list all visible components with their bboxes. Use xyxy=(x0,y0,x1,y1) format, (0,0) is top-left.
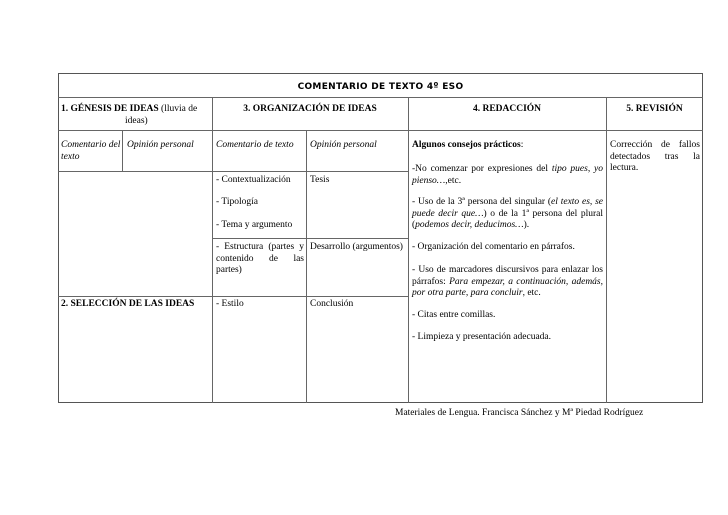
col-rule-5 xyxy=(606,97,607,403)
item-estructura: - Estructura (partes y contenido de las partes) xyxy=(216,242,304,275)
rule-selection-top xyxy=(58,296,408,297)
subheader-opinion-2: Opinión personal xyxy=(310,140,377,150)
redaccion-tip-1 xyxy=(412,164,603,187)
item-tesis: Tesis xyxy=(310,175,330,185)
redaccion-heading-text: Algunos consejos prácticos xyxy=(412,140,521,150)
redaccion-heading-colon: : xyxy=(520,140,524,150)
tip-2-a: - Uso de la 3ª persona del singular ( xyxy=(412,197,552,207)
redaccion-heading xyxy=(412,140,523,152)
tip-1-a: -No comenzar por expresiones del xyxy=(412,164,552,174)
redaccion-tip-2 xyxy=(412,197,603,232)
footer-credit: Materiales de Lengua. Francisca Sánchez y Mª Piedad Rodríguez xyxy=(395,408,644,418)
redaccion-tip-3: - Organización del comentario en párrafos. xyxy=(412,242,575,252)
tip-4-a: - Uso de marcadores discursivos para enlazar los párrafos: xyxy=(412,265,603,287)
item-desarrollo: Desarrollo (argumentos) xyxy=(310,242,403,252)
header-genesis-line2: ideas) xyxy=(125,116,148,126)
header-revision: 5. REVISIÓN xyxy=(626,104,683,114)
tip-2-d: podemos decir, deducimos… xyxy=(415,220,524,230)
tip-2-e: ). xyxy=(523,220,530,230)
header-genesis-rest: (lluvia de xyxy=(158,104,198,114)
tip-4-b: Para empezar, a continuación, además, por otra parte, para concluir xyxy=(412,276,604,298)
col-rule-1 xyxy=(122,130,123,171)
redaccion-tip-4 xyxy=(412,265,603,300)
col-rule-2 xyxy=(212,97,213,403)
subheader-opinion-1: Opinión personal xyxy=(127,140,194,150)
rule-structure-top xyxy=(212,238,408,239)
tip-1-b: tipo pues, yo pienso… xyxy=(412,164,603,186)
seleccion-heading: 2. SELECCIÓN DE LAS IDEAS xyxy=(61,299,195,309)
item-estilo: - Estilo xyxy=(216,299,244,309)
col-rule-3 xyxy=(306,130,307,403)
item-contextualizacion: - Contextualización xyxy=(216,175,291,185)
redaccion-tip-6: - Limpieza y presentación adecuada. xyxy=(412,332,551,342)
revision-text: Corrección de fallos detectados tras la lectura. xyxy=(610,140,700,173)
header-genesis xyxy=(61,104,211,116)
subheader-comentario: Comentario del texto xyxy=(61,140,121,162)
header-organizacion: 3. ORGANIZACIÓN DE IDEAS xyxy=(243,104,377,114)
rule-subheader-bottom xyxy=(58,171,408,172)
item-tipologia: - Tipología xyxy=(216,197,258,207)
tip-4-c: , etc. xyxy=(522,288,541,298)
subheader-comentario-texto: Comentario de texto xyxy=(216,140,294,150)
header-genesis-bold: 1. GÉNESIS DE IDEAS xyxy=(61,104,159,114)
tip-2-c: ) o de la 1ª persona del plural ( xyxy=(412,208,603,230)
col-rule-4 xyxy=(408,97,409,403)
item-conclusion: Conclusión xyxy=(310,299,354,309)
document-title: COMENTARIO DE TEXTO 4º ESO xyxy=(297,82,464,92)
item-tema: - Tema y argumento xyxy=(216,220,293,230)
header-redaccion: 4. REDACCIÓN xyxy=(472,104,542,114)
tip-2-b: el texto es, se puede decir que… xyxy=(412,197,603,219)
redaccion-tip-5: - Citas entre comillas. xyxy=(412,310,496,320)
tip-1-c: ,etc. xyxy=(445,175,462,186)
